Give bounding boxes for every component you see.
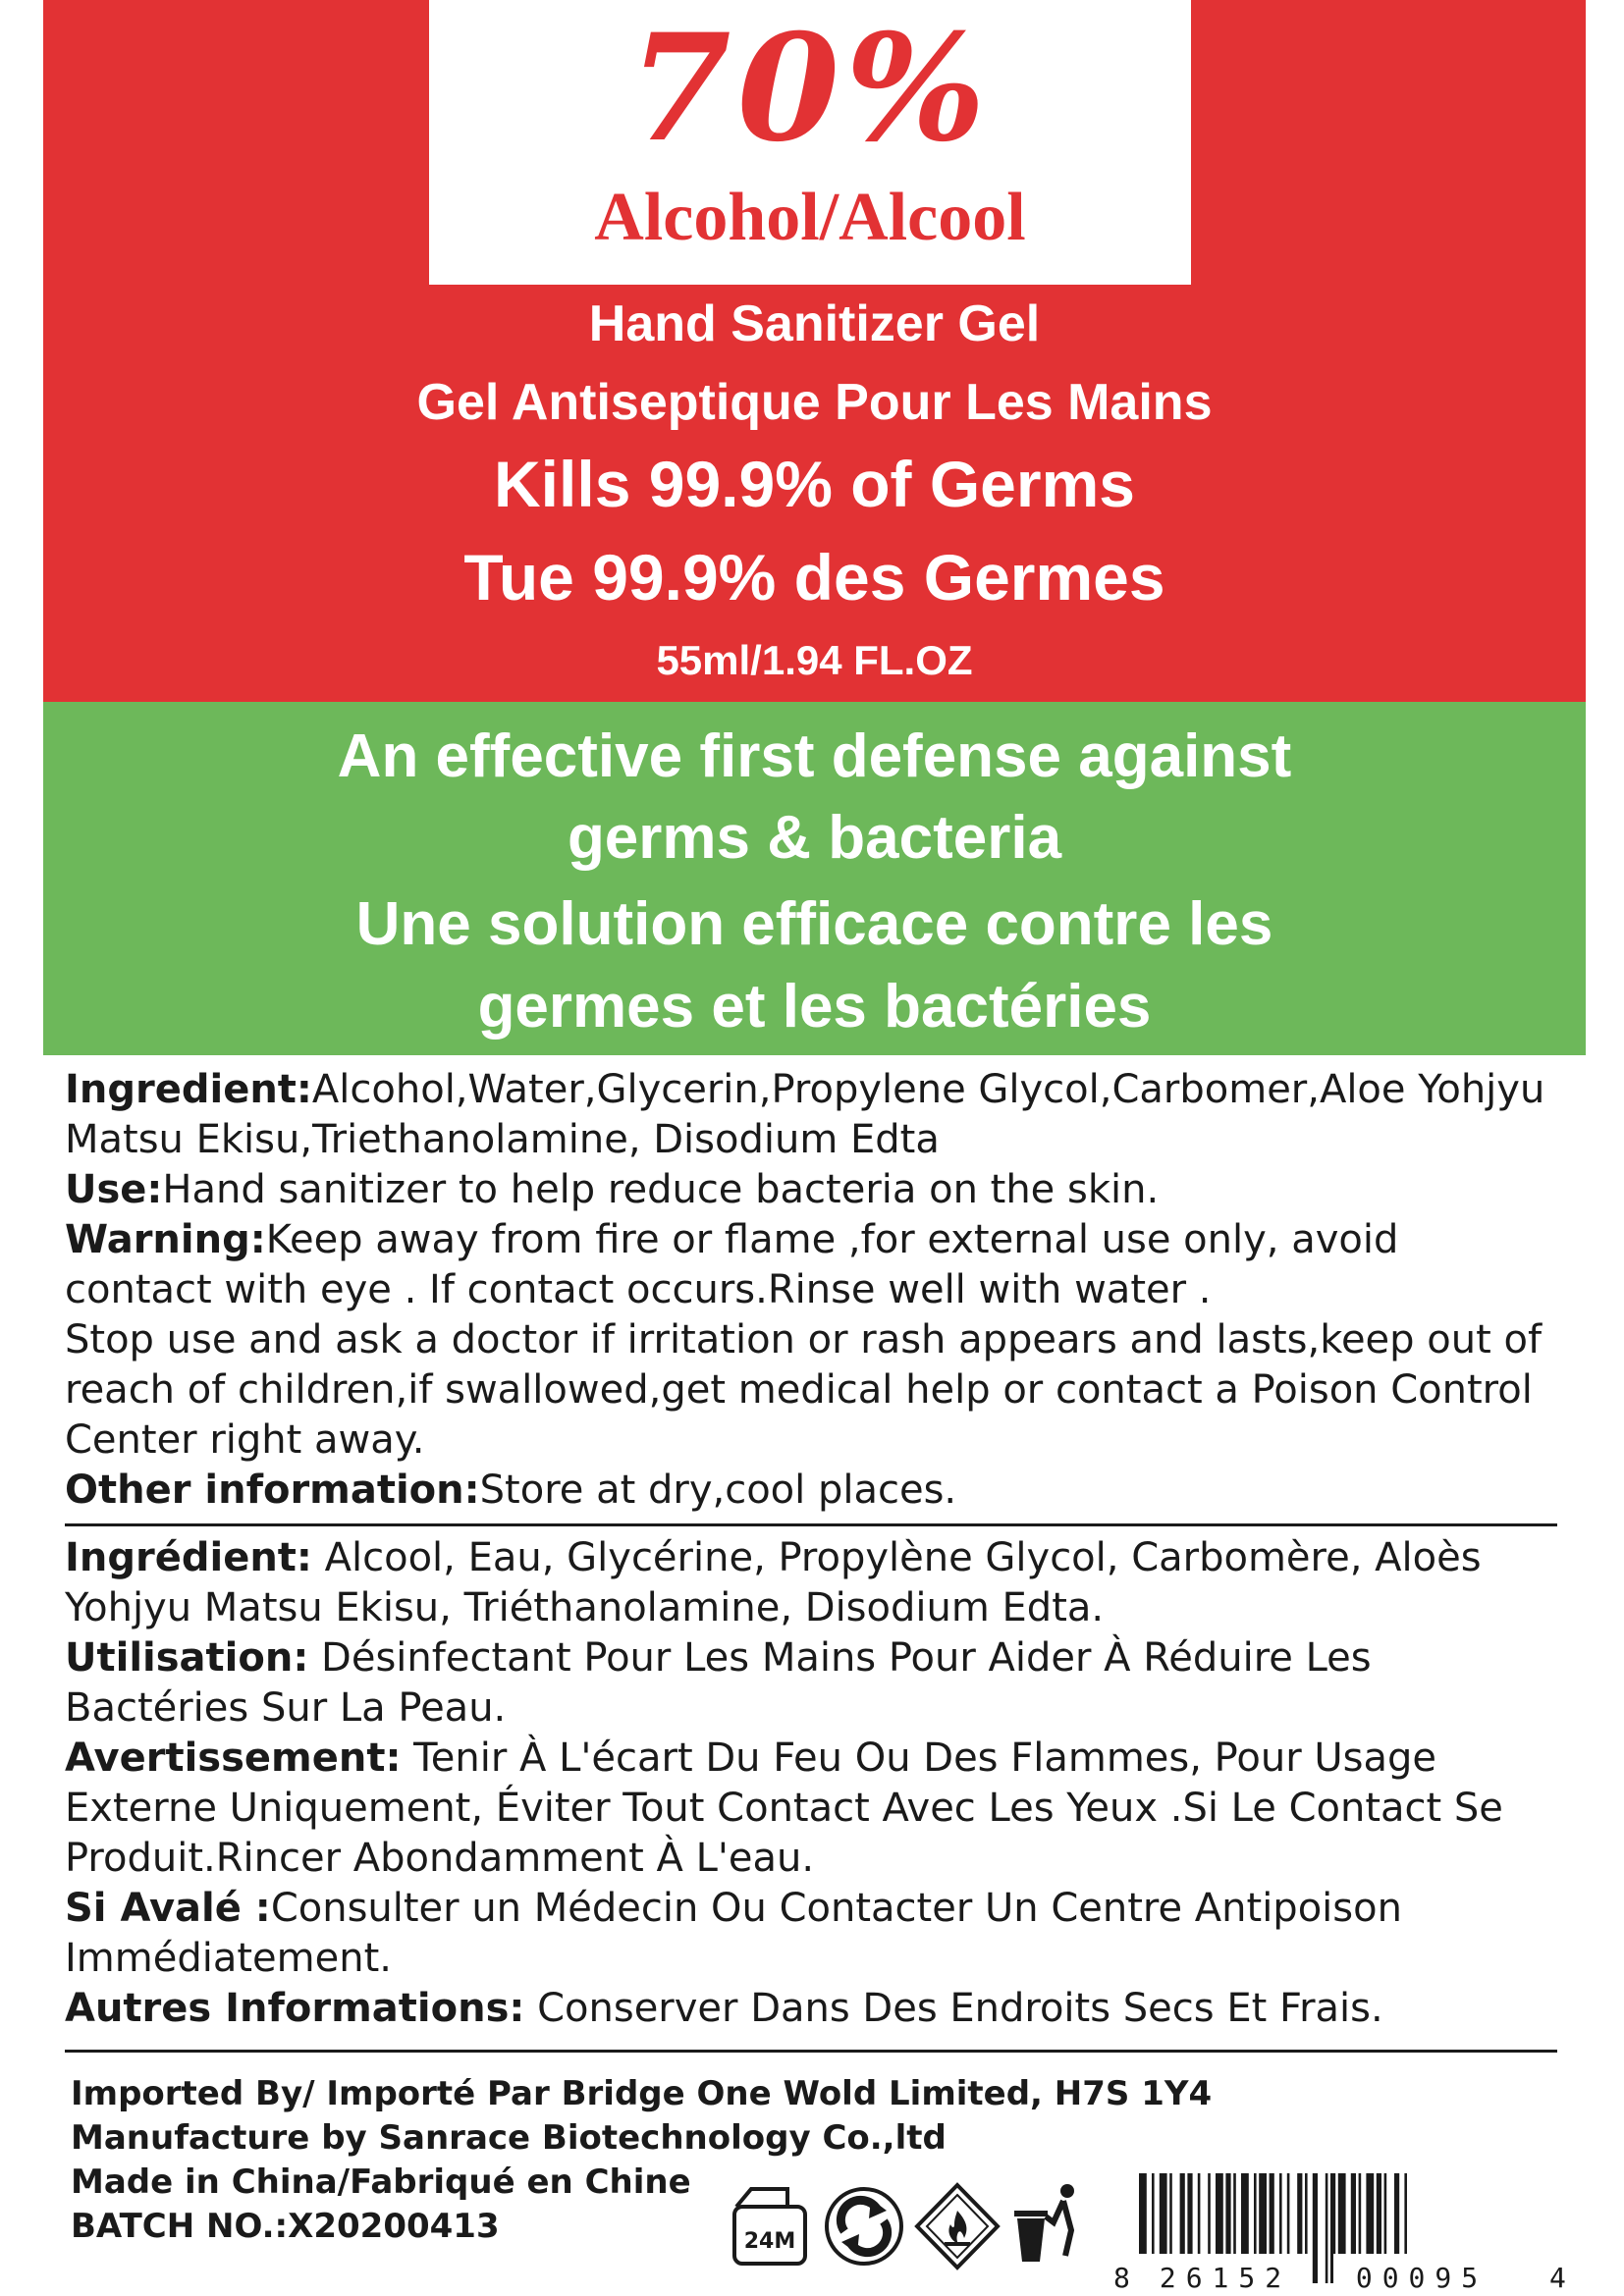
other-info-en: Other information:Store at dry,cool places. [65,1468,957,1513]
barcode-left-digits: 26152 [1159,2262,1292,2292]
flammable-icon [913,2177,1001,2275]
barcode-right-digits: 00095 [1355,2262,1489,2292]
claim-en: Kills 99.9% of Germs [494,448,1135,520]
tidy-bin-icon [1006,2177,1095,2275]
defense-line-3: Une solution efficace contre les [355,890,1273,958]
product-name-fr: Gel Antiseptique Pour Les Mains [416,374,1213,431]
product-name-en: Hand Sanitizer Gel [588,295,1041,352]
divider-1 [65,1523,1557,1526]
ingredient-en: Ingredient:Alcohol,Water,Glycerin,Propylene Glycol,Carbomer,Aloe Yohjyu Matsu Ekisu,Triethanolamine, Disodium Edta [65,1067,1545,1162]
batch-number: BATCH NO.:X20200413 [71,2207,500,2246]
english-info [65,1065,1557,1516]
warning-en: Warning:Keep away from fire or flame ,for external use only, avoid contact with eye . If contact occurs.Rinse well with water . [65,1217,1399,1312]
french-info [65,1533,1557,2034]
defense-line-2: germs & bacteria [567,804,1062,872]
barcode [1110,2169,1571,2292]
title-box [429,0,1191,285]
alcohol-label: Alcohol/Alcool [594,180,1026,255]
defense-line-1: An effective first defense against [337,722,1292,790]
alcohol-percent: 70% [628,2,992,175]
manufacturer: Manufacture by Sanrace Biotechnology Co.,ltd [71,2118,947,2158]
ingredient-fr: Ingrédient: Alcool, Eau, Glycérine, Propylène Glycol, Carbomère, Aloès Yohjyu Matsu Ekisu, Triéthanolamine, Disodium Edta. [65,1535,1482,1630]
use-fr: Utilisation: Désinfectant Pour Les Mains Pour Aider À Réduire Les Bactéries Sur La Peau. [65,1635,1372,1731]
recycle-icon [820,2177,908,2275]
other-info-fr: Autres Informations: Conserver Dans Des Endroits Secs Et Frais. [65,1986,1383,2031]
volume: 55ml/1.94 FL.OZ [656,637,973,683]
importer: Imported By/ Importé Par Bridge One Wold Limited, H7S 1Y4 [71,2074,1213,2113]
symbol-row [727,2177,1100,2275]
defense-line-4: germes et les bactéries [477,973,1152,1041]
barcode-check-digit: 4 [1549,2262,1566,2292]
use-en: Use:Hand sanitizer to help reduce bacteria on the skin. [65,1167,1160,1212]
svg-text:24M: 24M [743,2229,796,2254]
swallow-fr: Si Avalé :Consulter un Médecin Ou Contacter Un Centre Antipoison Immédiatement. [65,1886,1402,1981]
barcode-bar [1326,2173,1328,2283]
claim-fr: Tue 99.9% des Germes [463,541,1165,614]
barcode-bar [1313,2173,1318,2283]
barcode-first-digit: 8 [1113,2262,1130,2292]
warning-fr: Avertissement: Tenir À L'écart Du Feu Ou Des Flammes, Pour Usage Externe Uniquement, Éviter Tout Contact Avec Les Yeux .Si Le Contact Se Produit.Rincer Abondamment À L'eau. [65,1735,1503,1881]
pao-icon [727,2177,815,2275]
divider-2 [65,2050,1557,2053]
stop-use-en: Stop use and ask a doctor if irritation or rash appears and lasts,keep out of reach of children,if swallowed,get medical help or contact a Poison Control Center right away. [65,1317,1543,1463]
made-in: Made in China/Fabriqué en Chine [71,2163,691,2202]
